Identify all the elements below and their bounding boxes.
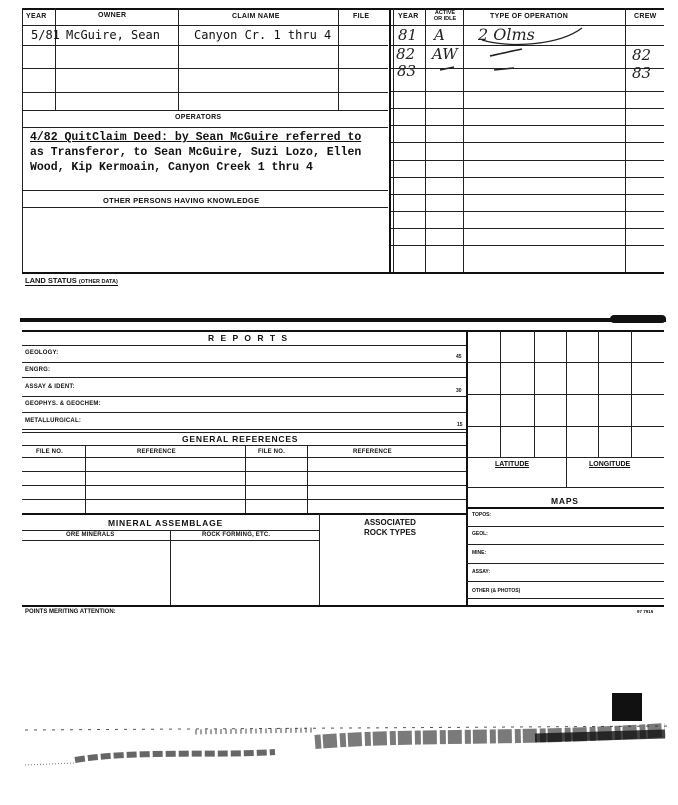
operators-bottom-rule xyxy=(22,190,388,191)
form-number: 97 7915 xyxy=(637,609,654,614)
operators-line-1: 4/82 QuitClaim Deed: by Sean McGuire referred to xyxy=(30,131,362,144)
col-rule-claim xyxy=(338,8,339,110)
associated-rock-types xyxy=(350,518,430,538)
assoc-divider xyxy=(319,513,320,605)
reports-rule xyxy=(22,429,466,430)
mineral-col-rule xyxy=(22,540,320,541)
col-rule-year xyxy=(55,8,56,110)
maps-rule xyxy=(466,581,664,582)
grid-row xyxy=(466,394,664,395)
refs-col-ref-2: REFERENCE xyxy=(353,449,392,455)
op-row-1-active: A xyxy=(434,26,445,44)
report-geology-label: GEOLOGY: xyxy=(25,350,59,356)
associated-line2: ROCK TYPES xyxy=(363,528,416,537)
operators-line-3: Wood, Kip Kermoain, Canyon Creek 1 thru 4 xyxy=(30,161,313,174)
op-row-1-scribble xyxy=(478,22,588,48)
refs-bottom-rule xyxy=(22,513,466,515)
header-type-of-operation: TYPE OF OPERATION xyxy=(490,13,569,20)
op-row-rule xyxy=(390,211,664,212)
maps-top-rule xyxy=(466,487,664,488)
refs-col-file-1: FILE NO. xyxy=(36,449,63,455)
op-row-rule xyxy=(390,160,664,161)
refs-col-rule xyxy=(245,445,246,513)
ore-minerals-label: ORE MINERALS xyxy=(66,532,115,538)
col-rule-owner xyxy=(178,8,179,110)
op-row-3-ditto xyxy=(428,62,528,76)
reports-rule xyxy=(22,396,466,397)
mineral-assemblage-title: MINERAL ASSEMBLAGE xyxy=(108,518,223,528)
reports-rule xyxy=(22,377,466,378)
report-metallurgical-label: METALLURGICAL: xyxy=(25,418,82,424)
maps-assay-label: ASSAY: xyxy=(472,569,491,575)
operators-rule xyxy=(22,127,388,128)
op-row-rule xyxy=(390,91,664,92)
reports-rule xyxy=(22,412,466,413)
report-geology-num: 45 xyxy=(456,354,462,360)
rock-forming-label: ROCK FORMING, ETC. xyxy=(202,532,271,538)
row-rule xyxy=(22,110,388,111)
top-border xyxy=(22,8,664,10)
maps-rule xyxy=(466,507,664,509)
header-file: FILE xyxy=(353,13,370,20)
col-rule-type xyxy=(625,8,626,272)
owner-row-year: 5/81 xyxy=(31,28,60,42)
op-row-3-crew: 83 xyxy=(632,64,652,82)
mineral-col-divider xyxy=(170,530,171,605)
grid-row xyxy=(466,362,664,363)
row-rule xyxy=(22,45,388,46)
refs-col-rule xyxy=(307,445,308,513)
operators-text xyxy=(30,130,361,175)
row-rule xyxy=(22,92,388,93)
col-rule-active xyxy=(463,8,464,272)
center-divider xyxy=(389,8,391,272)
header-active-or-idle xyxy=(431,10,459,22)
header-active-line2: OR IDLE xyxy=(433,16,457,22)
refs-top-rule xyxy=(22,432,466,433)
report-assay-num: 30 xyxy=(456,388,462,394)
knowledge-rule xyxy=(22,207,388,208)
owner-row-owner: McGuire, Sean xyxy=(66,28,160,42)
header-year: YEAR xyxy=(26,13,47,20)
op-row-rule xyxy=(390,228,664,229)
land-status-text: LAND STATUS xyxy=(25,276,77,285)
reports-title: R E P O R T S xyxy=(208,333,290,343)
maps-mine-label: MINE: xyxy=(472,550,487,556)
maps-rule xyxy=(466,598,664,599)
report-assay-label: ASSAY & IDENT: xyxy=(25,384,75,390)
row-rule xyxy=(22,68,388,69)
top-table-bottom xyxy=(22,272,664,274)
general-references-title: GENERAL REFERENCES xyxy=(182,434,299,444)
maps-other-label: OTHER (& PHOTOS) xyxy=(472,588,521,594)
operators-title: OPERATORS xyxy=(175,114,222,121)
op-row-2-active: AW xyxy=(432,45,458,63)
maps-geol-label: GEOL: xyxy=(472,531,488,537)
scan-blob xyxy=(610,315,666,323)
header-claim-name: CLAIM NAME xyxy=(232,13,280,20)
latitude-label: LATITUDE xyxy=(495,461,530,468)
land-status-label xyxy=(25,276,118,286)
reports-bottom-rule xyxy=(22,605,664,607)
refs-rule xyxy=(22,457,466,458)
center-divider-2 xyxy=(393,8,394,272)
refs-col-file-2: FILE NO. xyxy=(258,449,285,455)
refs-col-rule xyxy=(85,445,86,513)
reports-rule xyxy=(22,345,466,346)
associated-line1: ASSOCIATED xyxy=(364,518,416,527)
operators-line-2: as Transferor, to Sean McGuire, Suzi Lozo, Ellen xyxy=(30,146,362,159)
knowledge-title: OTHER PERSONS HAVING KNOWLEDGE xyxy=(103,196,260,205)
refs-rule xyxy=(22,471,466,472)
op-row-1-year: 81 xyxy=(398,26,418,44)
op-row-rule xyxy=(390,177,664,178)
points-meriting-attention: POINTS MERITING ATTENTION: xyxy=(25,609,116,615)
owner-row-claim-name: Canyon Cr. 1 thru 4 xyxy=(194,28,332,42)
op-row-2-year: 82 xyxy=(396,45,416,63)
left-border xyxy=(22,8,23,272)
op-row-rule xyxy=(390,245,664,246)
longitude-label: LONGITUDE xyxy=(589,461,631,468)
op-row-3-year: 83 xyxy=(397,62,417,80)
op-row-rule xyxy=(390,142,664,143)
land-status-sub: (OTHER DATA) xyxy=(78,279,118,285)
op-row-rule xyxy=(390,125,664,126)
op-row-rule xyxy=(390,194,664,195)
maps-topos-label: TOPOS: xyxy=(472,512,492,518)
grid-row xyxy=(466,457,664,458)
header-crew: CREW xyxy=(634,13,657,20)
maps-rule xyxy=(466,526,664,527)
refs-col-ref-1: REFERENCE xyxy=(137,449,176,455)
report-metallurgical-num: 15 xyxy=(457,422,463,428)
mineral-header-rule xyxy=(22,530,320,531)
op-row-2-ditto xyxy=(488,46,528,60)
maps-rule xyxy=(466,563,664,564)
header-active-line1: ACTIVE xyxy=(434,10,456,16)
lat-long-divider xyxy=(566,457,567,487)
report-geophys-label: GEOPHYS. & GEOCHEM: xyxy=(25,401,101,407)
refs-rule xyxy=(22,499,466,500)
reports-rule xyxy=(22,362,466,363)
op-row-2-crew: 82 xyxy=(632,46,652,64)
report-engrg-label: ENGRG: xyxy=(25,367,51,373)
maps-rule xyxy=(466,544,664,545)
op-row-1-type: 2 Olms xyxy=(478,25,535,44)
reports-top-rule xyxy=(22,330,664,332)
refs-header-rule xyxy=(22,445,466,446)
op-row-rule xyxy=(390,108,664,109)
col-rule-year2 xyxy=(425,8,426,272)
maps-title: MAPS xyxy=(551,496,579,506)
header-year-ops: YEAR xyxy=(398,13,419,20)
header-owner: OWNER xyxy=(98,12,127,19)
scan-noise xyxy=(15,690,670,780)
refs-rule xyxy=(22,485,466,486)
grid-row xyxy=(466,426,664,427)
scan-band xyxy=(20,318,666,322)
